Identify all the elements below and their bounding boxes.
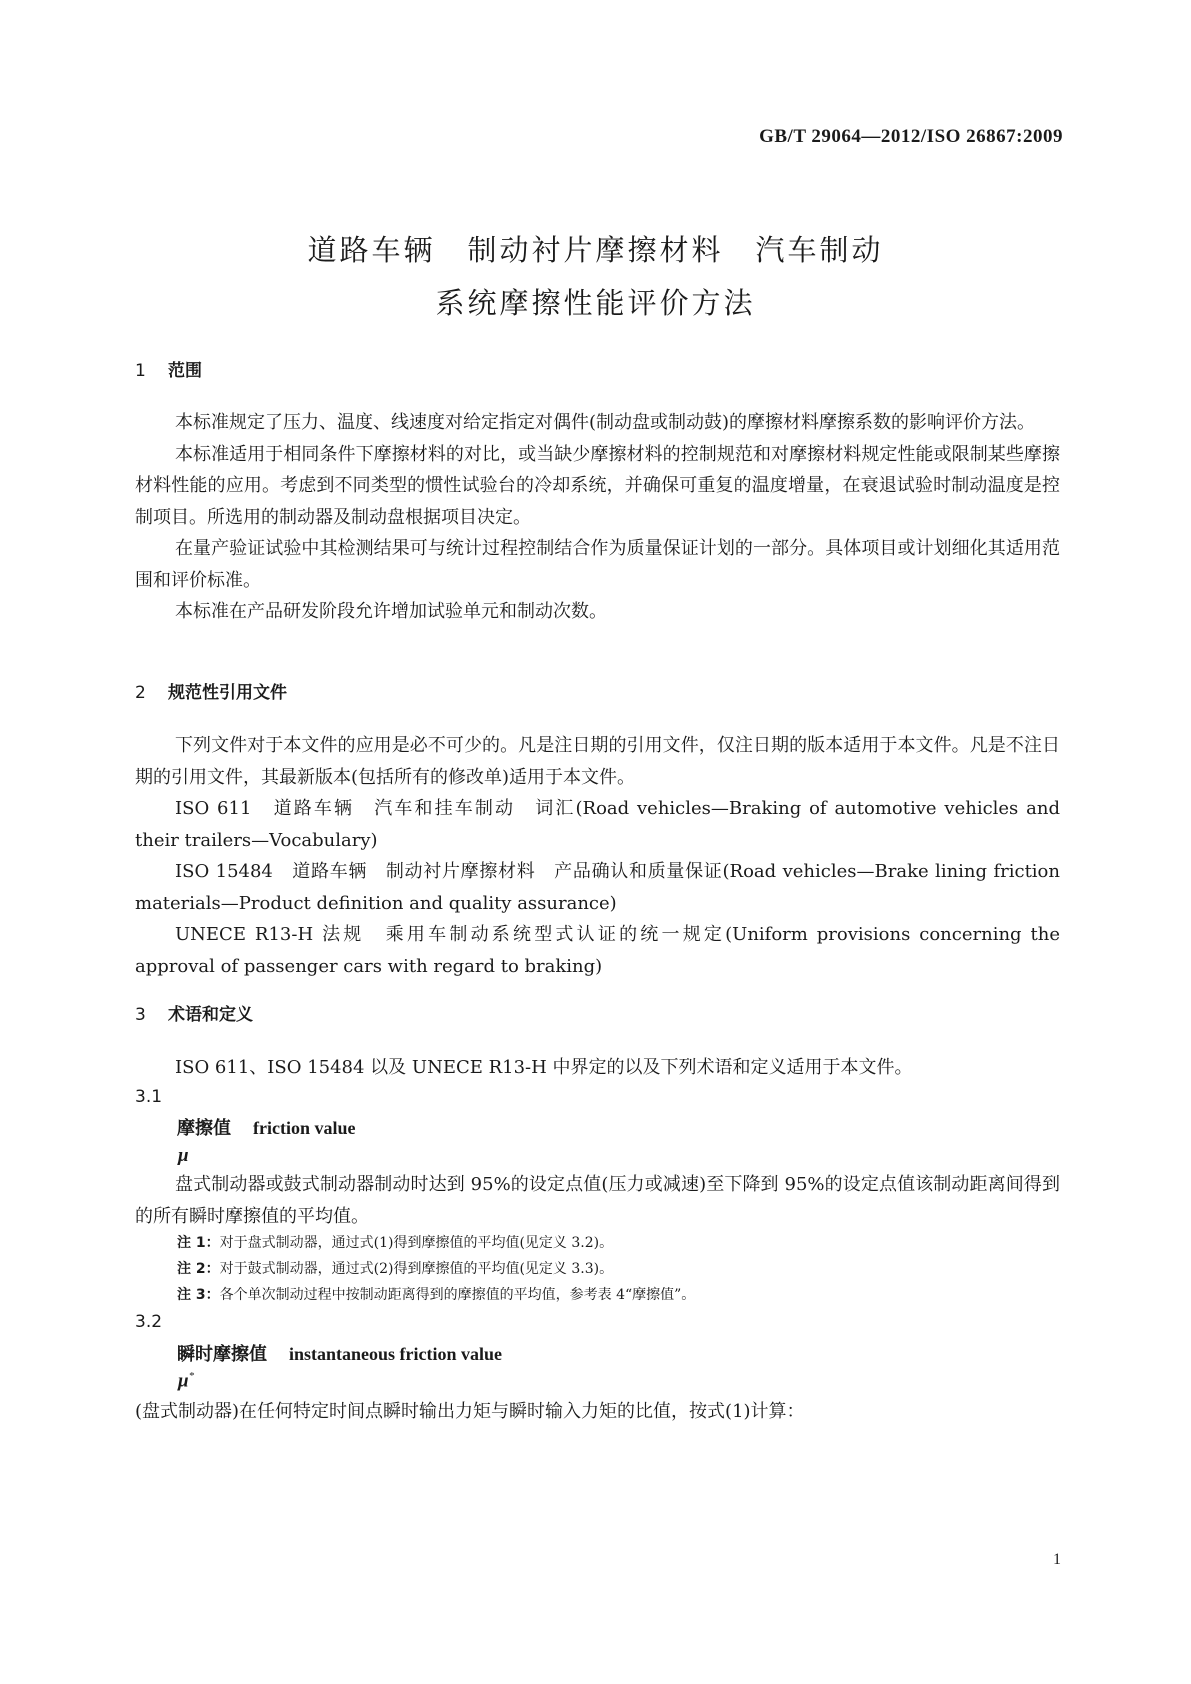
term-number: 3.2 [135, 1312, 163, 1332]
note-text: 对于鼓式制动器，通过式(2)得到摩擦值的平均值(见定义 3.3)。 [219, 1261, 614, 1277]
term-symbol: μ [178, 1145, 189, 1166]
symbol-base: μ [178, 1370, 189, 1392]
section-title: 术语和定义 [168, 1005, 253, 1025]
paragraph: 在量产验证试验中其检测结果可与统计过程控制结合作为质量保证计划的一部分。具体项目或计划细化其适用范围和评价标准。 [135, 538, 1060, 591]
section-1-heading [135, 356, 202, 381]
reference-item: UNECE R13-H 法规 乘用车制动系统型式认证的统一规定(Uniform provisions concerning the approval of passenger cars with regard to braking) [135, 924, 1060, 977]
term-chinese: 摩擦值 [177, 1118, 231, 1139]
reference-item: ISO 611 道路车辆 汽车和挂车制动 词汇(Road vehicles—Braking of automotive vehicles and their trailers—Vocabulary) [135, 798, 1060, 851]
paragraph: 本标准适用于相同条件下摩擦材料的对比，或当缺少摩擦材料的控制规范和对摩擦材料规定性能或限制某些摩擦材料性能的应用。考虑到不同类型的惯性试验台的冷却系统，并确保可重复的温度增量，在衰退试验时制动温度是控制项目。所选用的制动器及制动盘根据项目决定。 [135, 443, 1060, 528]
term-definition [135, 1169, 1060, 1232]
section-2-body [135, 730, 1060, 982]
paragraph: 本标准在产品研发阶段允许增加试验单元和制动次数。 [175, 601, 607, 622]
section-title: 规范性引用文件 [168, 683, 287, 703]
note-1 [177, 1232, 613, 1252]
term-definition [135, 1396, 1060, 1428]
term-number: 3.1 [135, 1087, 163, 1107]
page-number: 1 [1053, 1551, 1061, 1568]
standard-code: GB/T 29064—2012/ISO 26867:2009 [759, 126, 1063, 147]
term-english: friction value [253, 1118, 356, 1138]
term-heading [177, 1340, 502, 1366]
reference-item: ISO 15484 道路车辆 制动衬片摩擦材料 产品确认和质量保证(Road vehicles—Brake lining friction materials—Product definition and quality assurance) [135, 861, 1060, 914]
note-2 [177, 1258, 613, 1278]
note-3 [177, 1284, 695, 1304]
paragraph: 下列文件对于本文件的应用是必不可少的。凡是注日期的引用文件，仅注日期的版本适用于本文件。凡是不注日期的引用文件，其最新版本(包括所有的修改单)适用于本文件。 [135, 735, 1060, 788]
term-heading [177, 1114, 355, 1140]
note-label: 注 3： [177, 1287, 220, 1303]
section-2-heading [135, 678, 287, 703]
document-title-line-1: 道路车辆 制动衬片摩擦材料 汽车制动 [307, 233, 884, 267]
section-3-heading [135, 1000, 253, 1025]
note-label: 注 1： [177, 1235, 220, 1251]
section-number: 2 [135, 683, 146, 703]
document-title-line-2: 系统摩擦性能评价方法 [435, 286, 756, 320]
section-3-intro [135, 1052, 1060, 1084]
note-text: 对于盘式制动器，通过式(1)得到摩擦值的平均值(见定义 3.2)。 [219, 1235, 614, 1251]
paragraph: ISO 611、ISO 15484 以及 UNECE R13-H 中界定的以及下列术语和定义适用于本文件。 [175, 1057, 913, 1078]
symbol-superscript: * [188, 1370, 195, 1382]
paragraph: 盘式制动器或鼓式制动器制动时达到 95%的设定点值(压力或减速)至下降到 95%的设定点值该制动距离间得到的所有瞬时摩擦值的平均值。 [135, 1174, 1060, 1227]
section-title: 范围 [168, 361, 202, 381]
term-symbol [178, 1370, 194, 1392]
paragraph: (盘式制动器)在任何特定时间点瞬时输出力矩与瞬时输入力矩的比值，按式(1)计算： [135, 1401, 805, 1422]
term-chinese: 瞬时摩擦值 [177, 1344, 267, 1365]
paragraph: 本标准规定了压力、温度、线速度对给定指定对偶件(制动盘或制动鼓)的摩擦材料摩擦系数的影响评价方法。 [175, 412, 1036, 433]
note-text: 各个单次制动过程中按制动距离得到的摩擦值的平均值，参考表 4“摩擦值”。 [219, 1287, 696, 1303]
term-english: instantaneous friction value [289, 1344, 503, 1364]
section-number: 3 [135, 1005, 146, 1025]
section-1-body [135, 407, 1060, 628]
note-label: 注 2： [177, 1261, 220, 1277]
section-number: 1 [135, 361, 146, 381]
